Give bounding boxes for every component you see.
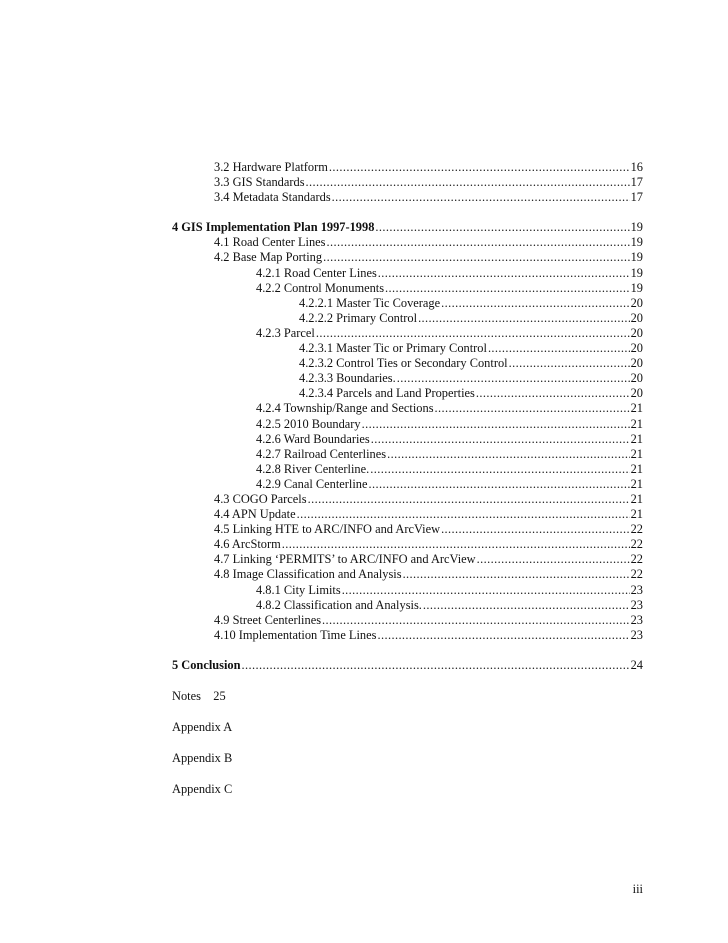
- toc-entry-4-5[interactable]: [172, 522, 643, 537]
- toc-entry-title: 4.8.1 City Limits: [256, 582, 341, 597]
- toc-entry-title: 4.2.3.3 Boundaries.: [299, 371, 396, 386]
- dot-leader: [329, 160, 630, 175]
- dot-leader: [397, 371, 630, 386]
- toc-entry-4-2-1[interactable]: [172, 266, 643, 281]
- toc-entry-page: 16: [630, 160, 643, 174]
- toc-entry-title: 3.3 GIS Standards: [214, 175, 305, 190]
- toc-entry-title: 4.2.9 Canal Centerline: [256, 476, 368, 491]
- toc-entry-title: 4.2.3.1 Master Tic or Primary Control: [299, 341, 487, 356]
- toc-entry-page: 22: [630, 522, 643, 537]
- dot-leader: [476, 386, 630, 401]
- toc-notes[interactable]: Notes 25: [172, 689, 226, 703]
- toc-entry-3-2[interactable]: [172, 160, 643, 175]
- toc-entry-page: 20: [630, 310, 643, 325]
- toc-heading-page: 24: [630, 657, 643, 672]
- dot-leader: [441, 522, 630, 537]
- toc-entry-4-2-2-1[interactable]: [172, 296, 643, 311]
- toc-entry-page: 21: [630, 416, 643, 431]
- toc-entry-page: 21: [630, 491, 643, 506]
- dot-leader: [242, 658, 630, 673]
- toc-entry-4-7[interactable]: [172, 552, 643, 567]
- toc-entry-page: 21: [630, 446, 643, 461]
- dot-leader: [332, 190, 630, 205]
- toc-entry-title: 4.2.2.1 Master Tic Coverage: [299, 295, 441, 310]
- toc-entry-page: 20: [630, 341, 643, 356]
- toc-entry-4-2-3-3[interactable]: [172, 371, 643, 386]
- dot-leader: [322, 613, 630, 628]
- toc-entry-title: 4.2.7 Railroad Centerlines: [256, 446, 387, 461]
- toc-heading-title: 4 GIS Implementation Plan 1997-1998: [172, 220, 375, 235]
- toc-entry-title: 4.7 Linking ‘PERMITS’ to ARC/INFO and ArcView: [214, 552, 476, 567]
- toc-entry-3-4[interactable]: [172, 190, 643, 205]
- toc-entry-4-6[interactable]: [172, 537, 643, 552]
- toc-entry-title: 4.10 Implementation Time Lines: [214, 627, 377, 642]
- toc-entry-page: 21: [630, 507, 643, 522]
- toc-entry-title: 4.3 COGO Parcels: [214, 491, 307, 506]
- toc-entry-4-2-6[interactable]: [172, 432, 643, 447]
- toc-heading-5[interactable]: [172, 658, 643, 673]
- toc-entry-title: 4.2.8 River Centerline.: [256, 461, 370, 476]
- toc-entry-page: 17: [630, 190, 643, 205]
- toc-entry-page: 21: [630, 431, 643, 446]
- toc-entry-4-8-1[interactable]: [172, 583, 643, 598]
- dot-leader: [377, 628, 629, 643]
- toc-entry-4-4[interactable]: [172, 507, 643, 522]
- dot-leader: [418, 311, 630, 326]
- toc-entry-title: 4.9 Street Centerlines: [214, 612, 322, 627]
- toc-entry-title: 4.1 Road Center Lines: [214, 235, 326, 250]
- toc-entry-title: 4.8.2 Classification and Analysis.: [256, 597, 422, 612]
- dot-leader: [297, 507, 630, 522]
- dot-leader: [423, 598, 630, 613]
- toc-entry-title: 4.2.4 Township/Range and Sections: [256, 401, 434, 416]
- dot-leader: [387, 447, 630, 462]
- toc-entry-page: 22: [630, 552, 643, 567]
- dot-leader: [362, 417, 630, 432]
- toc-entry-page: 19: [630, 235, 643, 250]
- toc-entry-4-2[interactable]: [172, 250, 643, 265]
- toc-entry-page: 21: [630, 401, 643, 416]
- toc-entry-page: 23: [630, 597, 643, 612]
- toc-entry-title: 4.2.6 Ward Boundaries: [256, 431, 370, 446]
- dot-leader: [375, 220, 629, 235]
- toc-entry-title: 4.8 Image Classification and Analysis: [214, 567, 402, 582]
- toc-entry-title: 4.2.5 2010 Boundary: [256, 416, 361, 431]
- toc-entry-4-2-3-4[interactable]: [172, 386, 643, 401]
- toc-entry-page: 21: [630, 476, 643, 491]
- toc-entry-page: 17: [630, 175, 643, 190]
- toc-entry-4-9[interactable]: [172, 613, 643, 628]
- toc-heading-title: 5 Conclusion: [172, 657, 241, 672]
- toc-entry-4-2-2[interactable]: [172, 281, 643, 296]
- toc-entry-page: 20: [630, 295, 643, 310]
- toc-entry-page: 19: [630, 280, 643, 295]
- toc-entry-page: 20: [630, 371, 643, 386]
- toc-entry-page: 20: [630, 325, 643, 340]
- toc-entry-page: 20: [630, 386, 643, 401]
- dot-leader: [385, 281, 630, 296]
- toc-entry-title: 4.2.3 Parcel: [256, 325, 315, 340]
- toc-appendix-c[interactable]: Appendix C: [172, 782, 233, 797]
- dot-leader: [488, 341, 630, 356]
- dot-leader: [378, 266, 630, 281]
- toc-entry-4-2-7[interactable]: [172, 447, 643, 462]
- dot-leader: [477, 552, 630, 567]
- toc-entry-title: 4.2.2.2 Primary Control: [299, 310, 418, 325]
- toc-appendix-b[interactable]: Appendix B: [172, 751, 233, 766]
- toc-entry-title: 4.5 Linking HTE to ARC/INFO and ArcView: [214, 522, 441, 537]
- toc-entry-page: 22: [630, 537, 643, 552]
- toc-entry-page: 22: [630, 567, 643, 582]
- dot-leader: [306, 175, 630, 190]
- toc-entry-title: 4.2 Base Map Porting: [214, 250, 323, 265]
- toc-entry-4-8[interactable]: [172, 567, 643, 582]
- toc-entry-4-3[interactable]: [172, 492, 643, 507]
- toc-entry-4-2-3-2[interactable]: [172, 356, 643, 371]
- toc-heading-4[interactable]: [172, 220, 643, 235]
- dot-leader: [308, 492, 630, 507]
- dot-leader: [369, 477, 630, 492]
- toc-entry-title: 4.2.3.2 Control Ties or Secondary Control: [299, 356, 508, 371]
- toc-entry-page: 21: [630, 461, 643, 476]
- toc-entry-4-2-2-2[interactable]: [172, 311, 643, 326]
- toc-entry-4-8-2[interactable]: [172, 598, 643, 613]
- dot-leader: [370, 462, 629, 477]
- toc-heading-page: 19: [630, 220, 643, 235]
- toc-entry-page: 23: [630, 582, 643, 597]
- toc-entry-page: 19: [630, 250, 643, 265]
- toc-entry-4-10[interactable]: [172, 628, 643, 643]
- toc-entry-page: 23: [630, 612, 643, 627]
- toc-entry-title: 3.4 Metadata Standards: [214, 190, 331, 205]
- toc-entry-page: 19: [630, 265, 643, 280]
- toc-entry-3-3[interactable]: [172, 175, 643, 190]
- table-of-contents: [172, 160, 643, 797]
- dot-leader: [371, 432, 630, 447]
- dot-leader: [316, 326, 630, 341]
- toc-entry-title: 4.6 ArcStorm: [214, 537, 281, 552]
- dot-leader: [342, 583, 630, 598]
- toc-appendix-a[interactable]: Appendix A: [172, 720, 233, 735]
- toc-entry-title: 4.2.3.4 Parcels and Land Properties: [299, 386, 475, 401]
- dot-leader: [403, 567, 630, 582]
- dot-leader: [435, 401, 630, 416]
- toc-entry-page: 20: [630, 356, 643, 371]
- toc-entry-title: 3.2 Hardware Platform: [214, 160, 328, 174]
- toc-entry-page: 23: [630, 627, 643, 642]
- toc-entry-4-1[interactable]: [172, 235, 643, 250]
- toc-entry-4-2-3[interactable]: [172, 326, 643, 341]
- dot-leader: [441, 296, 630, 311]
- toc-entry-title: 4.4 APN Update: [214, 507, 296, 522]
- dot-leader: [282, 537, 630, 552]
- toc-entry-4-2-8[interactable]: [172, 462, 643, 477]
- dot-leader: [509, 356, 630, 371]
- dot-leader: [323, 250, 630, 265]
- toc-entry-title: 4.2.2 Control Monuments: [256, 280, 385, 295]
- toc-entry-title: 4.2.1 Road Center Lines: [256, 265, 377, 280]
- toc-entry-4-2-3-1[interactable]: [172, 341, 643, 356]
- toc-entry-4-2-9[interactable]: [172, 477, 643, 492]
- toc-entry-4-2-5[interactable]: [172, 417, 643, 432]
- toc-entry-4-2-4[interactable]: [172, 401, 643, 416]
- dot-leader: [327, 235, 630, 250]
- page-number: iii: [632, 882, 643, 896]
